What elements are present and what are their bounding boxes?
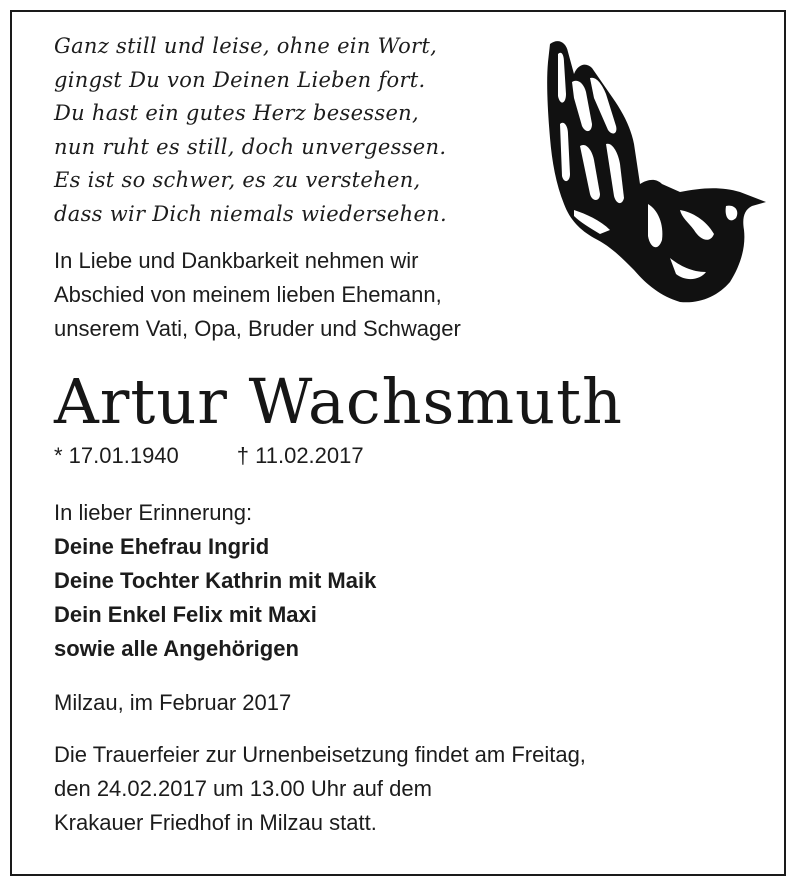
poem-line: Es ist so schwer, es zu verstehen, bbox=[54, 168, 421, 192]
intro-line: unserem Vati, Opa, Bruder und Schwager bbox=[54, 316, 461, 341]
poem-line: gingst Du von Deinen Lieben fort. bbox=[54, 67, 426, 92]
mourner: Dein Enkel Felix mit Maxi bbox=[54, 602, 317, 627]
obituary-content bbox=[54, 30, 770, 879]
poem-line: dass wir Dich niemals wiedersehen. bbox=[54, 201, 447, 226]
deceased-name: Artur Wachsmuth bbox=[54, 365, 623, 438]
mourner: Deine Tochter Kathrin mit Maik bbox=[54, 568, 377, 593]
mourner: Deine Ehefrau Ingrid bbox=[54, 534, 270, 559]
mourner: sowie alle Angehörigen bbox=[54, 636, 299, 661]
remembrance bbox=[54, 496, 770, 666]
remembrance-heading: In lieber Erinnerung: bbox=[54, 500, 253, 525]
ceremony-line: Krakauer Friedhof in Milzau statt. bbox=[54, 810, 377, 835]
poem-line: Ganz still und leise, ohne ein Wort, bbox=[54, 34, 438, 58]
death-date: † 11.02.2017 bbox=[236, 443, 364, 468]
birth-date: * 17.01.1940 bbox=[54, 443, 179, 468]
ceremony-info bbox=[54, 738, 770, 840]
life-dates bbox=[54, 439, 770, 473]
ceremony-line: den 24.02.2017 um 13.00 Uhr auf dem bbox=[54, 776, 432, 801]
intro-line: In Liebe und Dankbarkeit nehmen wir bbox=[54, 248, 419, 273]
ceremony-line: Die Trauerfeier zur Urnenbeisetzung findet am Freitag, bbox=[54, 742, 586, 767]
poem bbox=[54, 30, 770, 231]
intro-text bbox=[54, 244, 770, 346]
poem-line: Du hast ein gutes Herz besessen, bbox=[54, 101, 419, 125]
poem-line: nun ruht es still, doch unvergessen. bbox=[54, 134, 447, 159]
intro-line: Abschied von meinem lieben Ehemann, bbox=[54, 282, 442, 307]
place-date: Milzau, im Februar 2017 bbox=[54, 690, 292, 715]
